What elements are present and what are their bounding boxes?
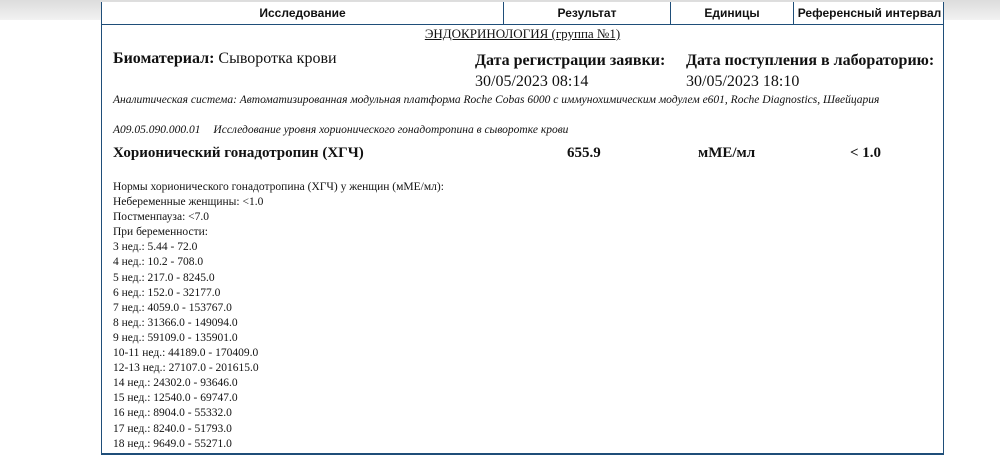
result-units: мМЕ/мл (698, 145, 756, 161)
norm-line: 14 нед.: 24302.0 - 93646.0 (113, 377, 238, 390)
result-name: Хорионический гонадотропин (ХГЧ) (113, 145, 364, 161)
norm-line: 10-11 нед.: 44189.0 - 170409.0 (113, 347, 259, 360)
norm-line: Небеременные женщины: <1.0 (113, 196, 264, 209)
lab-arrival-value: 30/05/2023 18:10 (686, 73, 800, 90)
biomaterial (113, 50, 337, 68)
lab-report (101, 2, 944, 455)
registration-value: 30/05/2023 08:14 (475, 73, 589, 90)
section-title: ЭНДОКРИНОЛОГИЯ (группа №1) (424, 26, 621, 41)
norm-line: 4 нед.: 10.2 - 708.0 (113, 256, 204, 269)
norms-list (113, 180, 444, 452)
service-name: Исследование уровня хорионического гонадотропина в сыворотке крови (213, 124, 569, 136)
biomaterial-value: Сыворотка крови (218, 50, 337, 67)
norm-line: 5 нед.: 217.0 - 8245.0 (113, 271, 215, 284)
header-units: Единицы (671, 2, 794, 24)
header-reference: Референсный интервал (797, 6, 942, 20)
norm-line: 18 нед.: 9649.0 - 55271.0 (113, 437, 232, 450)
norm-line: 12-13 нед.: 27107.0 - 201615.0 (113, 362, 259, 375)
norm-line: Постменпауза: <7.0 (113, 211, 210, 224)
header-result: Результат (504, 2, 671, 24)
lab-arrival-label: Дата поступления в лабораторию: (686, 52, 935, 69)
norm-line: 17 нед.: 8240.0 - 51793.0 (113, 422, 232, 435)
norm-line: Нормы хорионического гонадотропина (ХГЧ) у женщин (мМЕ/мл): (113, 181, 444, 193)
registration-label: Дата регистрации заявки: (475, 52, 666, 69)
norm-line: 9 нед.: 59109.0 - 135901.0 (113, 331, 238, 344)
analytic-system: Аналитическая система: Автоматизированная модульная платформа Roche Cobas 6000 с иммунохимическим модулем е601, Roche Diagnostics, Швейцария (113, 94, 880, 106)
norm-line: 7 нед.: 4059.0 - 153767.0 (113, 301, 232, 314)
table-header (102, 2, 943, 25)
norm-line: 15 нед.: 12540.0 - 69747.0 (113, 392, 238, 405)
result-reference: < 1.0 (850, 145, 882, 161)
service-line (113, 124, 568, 136)
result-value: 655.9 (567, 145, 601, 161)
norm-line: 8 нед.: 31366.0 - 149094.0 (113, 316, 238, 329)
header-study: Исследование (102, 2, 504, 24)
norm-line: 16 нед.: 8904.0 - 55332.0 (113, 407, 232, 420)
bottom-border (102, 453, 943, 454)
service-code: A09.05.090.000.01 (113, 124, 201, 136)
norm-line: 6 нед.: 152.0 - 32177.0 (113, 286, 221, 299)
registration-date (475, 50, 665, 92)
biomaterial-label: Биоматериал: (113, 50, 215, 67)
lab-arrival-date (686, 50, 934, 92)
norm-line: При беременности: (113, 226, 208, 239)
norm-line: 3 нед.: 5.44 - 72.0 (113, 241, 198, 254)
